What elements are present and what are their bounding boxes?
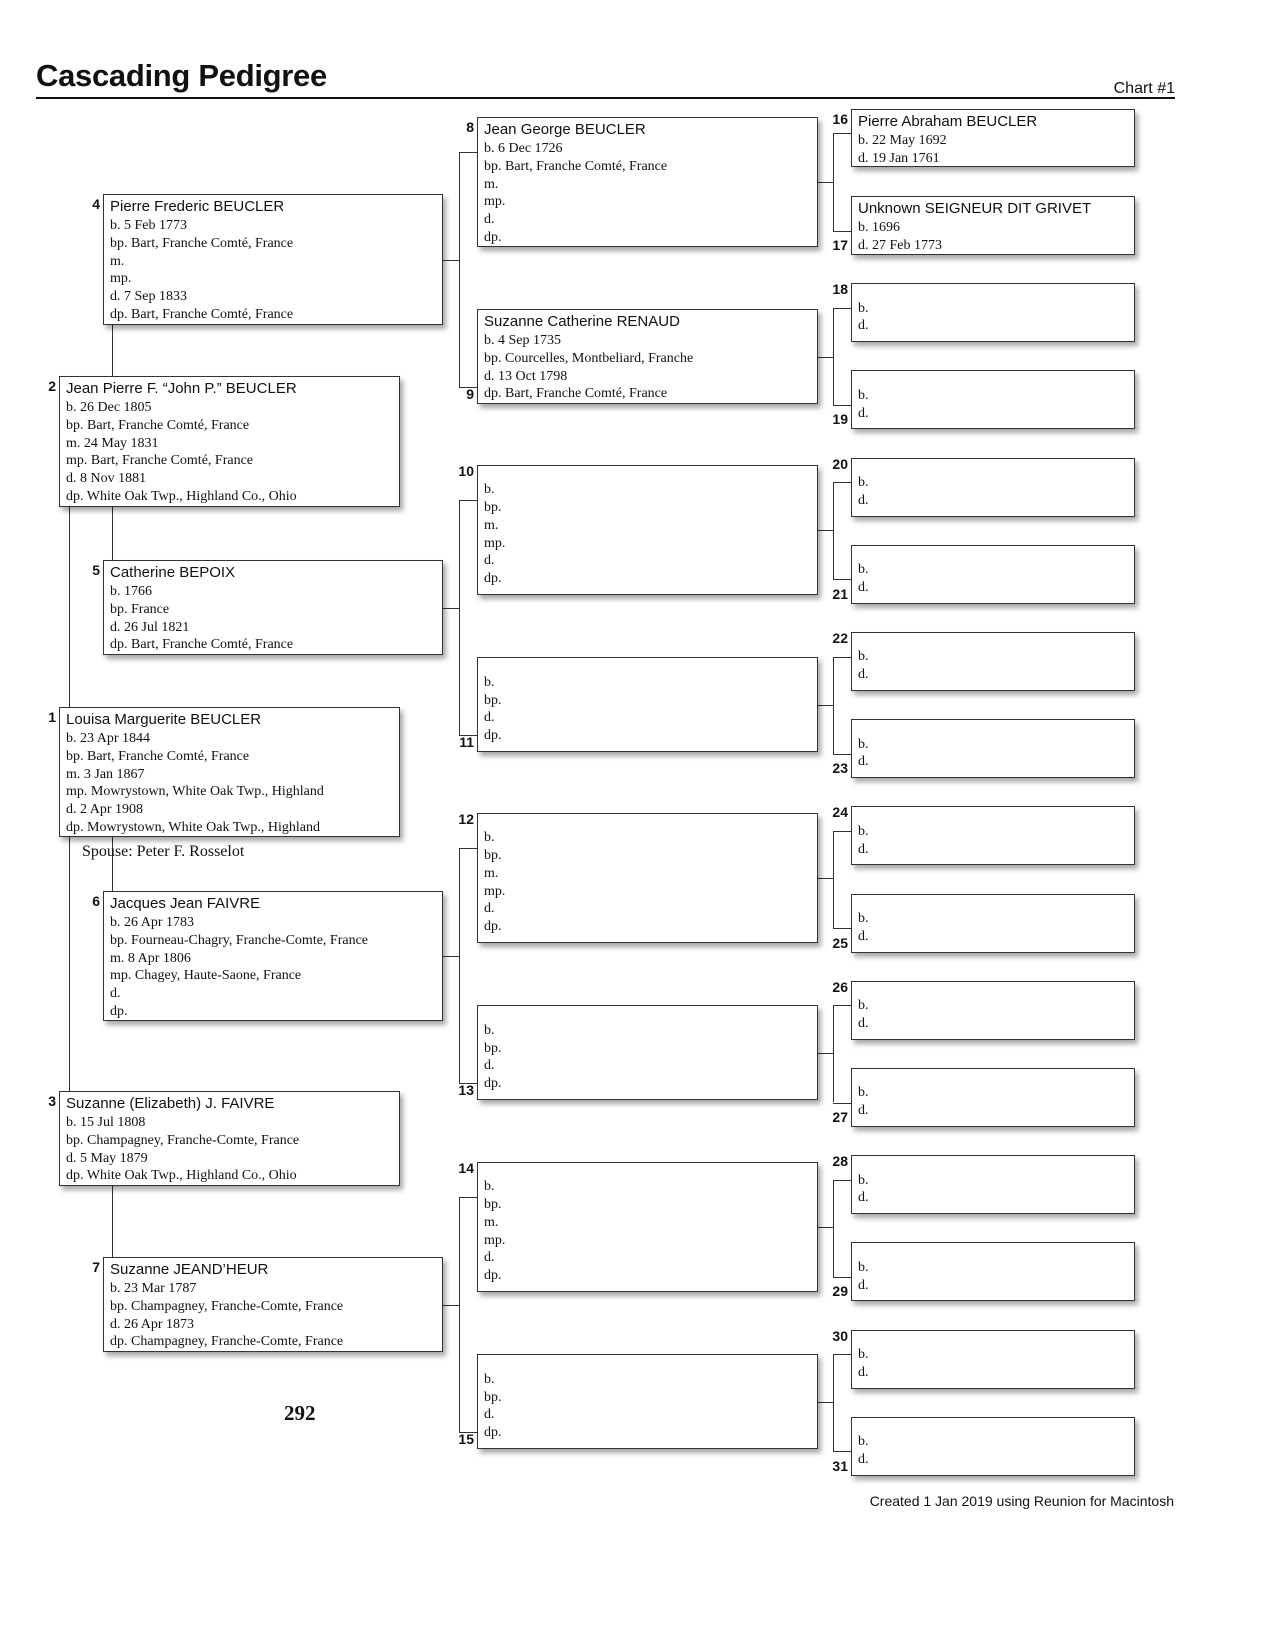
ancestor-number: 21 [832, 585, 848, 602]
person-detail-line: b. [484, 830, 495, 846]
person-detail-line: d. [858, 1277, 869, 1293]
person-detail-line: d. [858, 841, 869, 857]
person-detail-line: bp. Bart, Franche Comté, France [66, 748, 250, 764]
person-detail-line: d. [484, 553, 495, 569]
connector-line [443, 260, 459, 261]
person-detail-line: b. [858, 1085, 869, 1101]
person-detail-line: m. [484, 176, 499, 192]
connector-line [818, 357, 833, 358]
person-detail-line: d. [858, 928, 869, 944]
person-box [477, 813, 818, 943]
person-detail-line: m. 3 Jan 1867 [66, 766, 145, 782]
person-detail-line: m. [484, 517, 499, 533]
person-detail-line: b. [484, 482, 495, 498]
person-detail-line: bp. [484, 1196, 502, 1212]
connector-line [818, 182, 833, 183]
person-detail-line: d. [484, 1250, 495, 1266]
ancestor-number: 22 [832, 630, 848, 646]
person-detail-line: d. [484, 710, 495, 726]
ancestor-number: 17 [832, 237, 848, 253]
person-detail-line: d. 26 Apr 1873 [110, 1316, 194, 1332]
ancestor-number: 28 [832, 1153, 848, 1170]
connector-line [833, 308, 834, 405]
person-box [851, 1155, 1135, 1214]
connector-line [459, 848, 460, 1083]
person-name: Pierre Frederic BEUCLER [110, 198, 285, 215]
person-detail-line: d. [858, 1364, 869, 1380]
person-detail-line: bp. Bart, Franche Comté, France [66, 417, 250, 433]
person-detail-line: d. 7 Sep 1833 [110, 289, 187, 305]
person-name [858, 809, 1128, 822]
person-detail-line: b. [858, 474, 869, 490]
ancestor-number: 1 [48, 709, 56, 725]
ancestor-number: 13 [458, 1082, 474, 1098]
connector-line [833, 1103, 851, 1104]
person-detail-line: dp. Bart, Franche Comté, France [484, 386, 668, 402]
ancestor-number: 30 [832, 1327, 848, 1344]
person-name [858, 461, 1128, 474]
ancestor-number: 26 [832, 978, 848, 995]
person-detail-line: bp. Courcelles, Montbeliard, Franche [484, 350, 694, 366]
person-detail-line: b. [858, 1346, 869, 1362]
person-detail-line: d. [858, 1190, 869, 1206]
person-detail-line: b. 26 Dec 1805 [66, 400, 152, 415]
person-box [59, 376, 400, 507]
person-detail-line: d. [110, 986, 121, 1002]
person-name [858, 1245, 1128, 1258]
person-name [858, 1420, 1128, 1433]
person-detail-line: m. [110, 253, 125, 269]
connector-line [833, 308, 851, 309]
connector-line [833, 754, 851, 755]
person-box [851, 806, 1135, 865]
person-detail-line: bp. [484, 1389, 502, 1405]
person-box [851, 196, 1135, 255]
person-detail-line: b. 1696 [858, 220, 900, 235]
person-box [59, 707, 400, 837]
connector-line [818, 1053, 833, 1054]
person-name [858, 286, 1128, 299]
person-detail-line: mp. [484, 1232, 506, 1248]
person-detail-line: dp. White Oak Twp., Highland Co., Ohio [66, 488, 297, 504]
person-name [858, 1333, 1128, 1346]
person-name: Unknown SEIGNEUR DIT GRIVET [858, 200, 1092, 217]
person-detail-line: b. 23 Apr 1844 [66, 731, 150, 746]
ancestor-number: 20 [832, 455, 848, 472]
person-name [858, 635, 1128, 648]
connector-line [818, 1227, 833, 1228]
connector-line [833, 831, 851, 832]
person-name [858, 1071, 1128, 1084]
connector-line [833, 1451, 851, 1452]
person-detail-line: dp. [110, 1003, 128, 1019]
connector-line [112, 1186, 113, 1257]
person-box [851, 719, 1135, 778]
person-box [851, 1242, 1135, 1301]
person-detail-line: b. [858, 1172, 869, 1188]
ancestor-number: 11 [459, 734, 474, 750]
person-name: Pierre Abraham BEUCLER [858, 113, 1038, 130]
person-name [484, 816, 811, 829]
ancestor-number: 12 [458, 811, 474, 827]
person-name [484, 1165, 811, 1178]
person-detail-line: bp. [484, 499, 502, 515]
person-detail-line: dp. Bart, Franche Comté, France [110, 637, 294, 653]
person-detail-line: b. 6 Dec 1726 [484, 141, 563, 156]
connector-line [459, 152, 477, 153]
person-detail-line: d. [858, 579, 869, 595]
person-name: Suzanne Catherine RENAUD [484, 313, 680, 330]
ancestor-number: 29 [832, 1283, 848, 1300]
person-detail-line: bp. Champagney, Franche-Comte, France [110, 1298, 344, 1314]
person-name [858, 1158, 1128, 1171]
connector-line [833, 482, 851, 483]
spouse-note: Spouse: Peter F. Rosselot [82, 843, 245, 860]
connector-line [833, 133, 834, 231]
connector-line [459, 1197, 477, 1198]
person-detail-line: b. 1766 [110, 584, 152, 599]
person-detail-line: d. [484, 212, 495, 228]
person-box [103, 1257, 443, 1352]
person-detail-line: mp. Chagey, Haute-Saone, France [110, 968, 302, 984]
person-detail-line: b. [858, 300, 869, 316]
ancestor-number: 9 [466, 386, 474, 402]
person-detail-line: bp. [484, 847, 502, 863]
person-name [484, 660, 811, 674]
ancestor-number: 2 [48, 378, 56, 394]
person-box [103, 891, 443, 1021]
connector-line [818, 530, 833, 531]
person-name: Suzanne (Elizabeth) J. FAIVRE [66, 1095, 275, 1112]
person-detail-line: d. [858, 318, 869, 334]
ancestor-number: 5 [92, 562, 100, 578]
connector-line [459, 500, 477, 501]
person-box [851, 632, 1135, 691]
ancestor-number: 3 [48, 1093, 56, 1109]
ancestor-number: 6 [92, 893, 100, 909]
ancestor-number: 19 [832, 411, 848, 428]
ancestor-number: 8 [466, 119, 474, 135]
person-detail-line: b. [858, 910, 869, 926]
connector-line [818, 705, 833, 706]
connector-line [459, 848, 477, 849]
person-box [477, 657, 818, 752]
ancestor-number: 16 [832, 111, 848, 127]
person-box [851, 545, 1135, 604]
person-detail-line: m. 8 Apr 1806 [110, 950, 191, 966]
connector-line [833, 133, 851, 134]
person-detail-line: dp. [484, 1268, 502, 1284]
title-rule [36, 97, 1175, 99]
connector-line [833, 579, 851, 580]
connector-line [833, 1180, 851, 1181]
person-detail-line: dp. [484, 571, 502, 587]
person-detail-line: bp. Bart, Franche Comté, France [484, 158, 668, 174]
chart-number: Chart #1 [1113, 80, 1175, 97]
ancestor-number: 23 [832, 760, 848, 777]
ancestor-number: 15 [458, 1431, 474, 1447]
person-name: Catherine BEPOIX [110, 564, 236, 581]
person-box [851, 1330, 1135, 1389]
person-detail-line: d. 19 Jan 1761 [858, 150, 940, 166]
person-detail-line: bp. Fourneau-Chagry, Franche-Comte, France [110, 932, 369, 948]
person-detail-line: b. [484, 1179, 495, 1195]
person-box [59, 1091, 400, 1186]
person-detail-line: d. [858, 405, 869, 421]
person-detail-line: mp. Bart, Franche Comté, France [66, 453, 254, 469]
person-box [477, 1005, 818, 1100]
connector-line [112, 325, 113, 376]
person-detail-line: b. [858, 1434, 869, 1450]
person-box [477, 1354, 818, 1449]
ancestor-number: 31 [832, 1457, 848, 1474]
person-detail-line: bp. France [110, 601, 170, 617]
person-detail-line: m. 24 May 1831 [66, 435, 159, 451]
person-detail-line: d. [858, 754, 869, 770]
person-detail-line: b. 26 Apr 1783 [110, 915, 194, 930]
person-name: Jacques Jean FAIVRE [110, 895, 261, 912]
ancestor-number: 27 [832, 1109, 848, 1125]
person-detail-line: dp. White Oak Twp., Highland Co., Ohio [66, 1168, 297, 1184]
page-number: 292 [284, 1401, 316, 1425]
person-box [477, 1162, 818, 1292]
connector-line [459, 152, 460, 387]
person-detail-line: d. [484, 901, 495, 917]
ancestor-number: 24 [832, 804, 848, 821]
person-detail-line: d. [484, 1058, 495, 1074]
person-box [851, 458, 1135, 517]
person-detail-line: dp. [484, 728, 502, 744]
person-detail-line: d. [858, 1015, 869, 1031]
person-box [851, 981, 1135, 1040]
person-detail-line: dp. [484, 1076, 502, 1092]
connector-line [459, 500, 460, 735]
person-box [477, 465, 818, 595]
person-detail-line: b. [484, 1371, 495, 1387]
ancestor-number: 14 [458, 1160, 474, 1176]
person-detail-line: b. [858, 736, 869, 752]
person-detail-line: d. [858, 492, 869, 508]
person-detail-line: b. 15 Jul 1808 [66, 1115, 146, 1130]
person-name [484, 468, 811, 481]
person-detail-line: bp. [484, 692, 502, 708]
ancestor-number: 4 [92, 196, 100, 212]
person-box [103, 560, 443, 655]
person-detail-line: b. [484, 674, 495, 690]
person-detail-line: b. [858, 1259, 869, 1275]
connector-line [833, 1354, 834, 1451]
person-box [851, 1068, 1135, 1127]
person-detail-line: b. 4 Sep 1735 [484, 333, 561, 348]
connector-line [833, 831, 834, 928]
person-name [858, 722, 1128, 735]
person-detail-line: d. [858, 1103, 869, 1119]
person-detail-line: d. 8 Nov 1881 [66, 471, 147, 487]
person-detail-line: dp. Mowrystown, White Oak Twp., Highland [66, 819, 320, 835]
person-detail-line: dp. Bart, Franche Comté, France [110, 306, 294, 322]
person-detail-line: d. 5 May 1879 [66, 1150, 148, 1166]
person-box [851, 109, 1135, 167]
person-detail-line: d. 13 Oct 1798 [484, 368, 568, 384]
person-detail-line: dp. [484, 1425, 502, 1441]
person-detail-line: b. 5 Feb 1773 [110, 218, 187, 233]
person-detail-line: mp. Mowrystown, White Oak Twp., Highland [66, 784, 324, 800]
person-detail-line: b. [858, 998, 869, 1014]
person-detail-line: m. [484, 1214, 499, 1230]
person-name: Jean George BEUCLER [484, 121, 646, 138]
person-detail-line: b. 22 May 1692 [858, 133, 947, 148]
person-detail-line: dp. [484, 919, 502, 935]
person-name: Louisa Marguerite BEUCLER [66, 711, 262, 728]
ancestor-number: 18 [832, 281, 848, 298]
footer-credit: Created 1 Jan 2019 using Reunion for Macintosh [869, 1493, 1174, 1509]
person-detail-line: d. [484, 1407, 495, 1423]
ancestor-number: 25 [832, 934, 848, 951]
person-detail-line: b. [858, 823, 869, 839]
connector-line [833, 405, 851, 406]
connector-line [443, 1305, 459, 1306]
connector-line [833, 928, 851, 929]
person-name: Jean Pierre F. “John P.” BEUCLER [66, 380, 297, 397]
connector-line [443, 608, 459, 609]
person-box [477, 117, 818, 247]
person-box [851, 1417, 1135, 1476]
person-detail-line: bp. Champagney, Franche-Comte, France [66, 1132, 300, 1148]
ancestor-number: 10 [458, 463, 474, 479]
person-detail-line: mp. [484, 883, 506, 899]
connector-line [459, 1197, 460, 1432]
page-title: Cascading Pedigree [36, 58, 327, 93]
person-name [484, 1008, 811, 1022]
person-detail-line: b. 23 Mar 1787 [110, 1281, 197, 1296]
person-box [103, 194, 443, 325]
person-detail-line: b. [858, 562, 869, 578]
connector-line [833, 1277, 851, 1278]
person-detail-line: bp. Bart, Franche Comté, France [110, 235, 294, 251]
person-detail-line: m. [484, 865, 499, 881]
person-detail-line: d. 26 Jul 1821 [110, 619, 190, 635]
person-name [484, 1357, 811, 1371]
person-name [858, 897, 1128, 910]
person-detail-line: d. 2 Apr 1908 [66, 802, 143, 818]
person-name [858, 548, 1128, 561]
person-name [858, 984, 1128, 997]
person-detail-line: d. [858, 667, 869, 683]
person-detail-line: mp. [484, 535, 506, 551]
connector-line [833, 1005, 834, 1102]
connector-line [833, 657, 851, 658]
connector-line [833, 231, 851, 232]
connector-line [112, 507, 113, 560]
person-box [851, 283, 1135, 342]
person-detail-line: d. [858, 1451, 869, 1467]
connector-line [443, 956, 459, 957]
connector-line [833, 1354, 851, 1355]
person-detail-line: mp. [110, 271, 132, 287]
person-detail-line: b. [484, 1022, 495, 1038]
person-detail-line: mp. [484, 194, 506, 210]
person-box [851, 894, 1135, 953]
connector-line [833, 1180, 834, 1277]
person-box [851, 370, 1135, 429]
person-detail-line: d. 27 Feb 1773 [858, 237, 942, 253]
person-detail-line: b. [858, 387, 869, 403]
connector-line [833, 482, 834, 579]
connector-line [833, 657, 834, 754]
person-name [858, 373, 1128, 386]
person-box [477, 309, 818, 404]
person-detail-line: dp. [484, 229, 502, 245]
connector-line [833, 1005, 851, 1006]
connector-line [818, 1402, 833, 1403]
connector-line [818, 878, 833, 879]
person-name: Suzanne JEAND’HEUR [110, 1261, 269, 1278]
person-detail-line: bp. [484, 1040, 502, 1056]
ancestor-number: 7 [92, 1259, 100, 1275]
person-detail-line: dp. Champagney, Franche-Comte, France [110, 1334, 344, 1350]
person-detail-line: b. [858, 649, 869, 665]
